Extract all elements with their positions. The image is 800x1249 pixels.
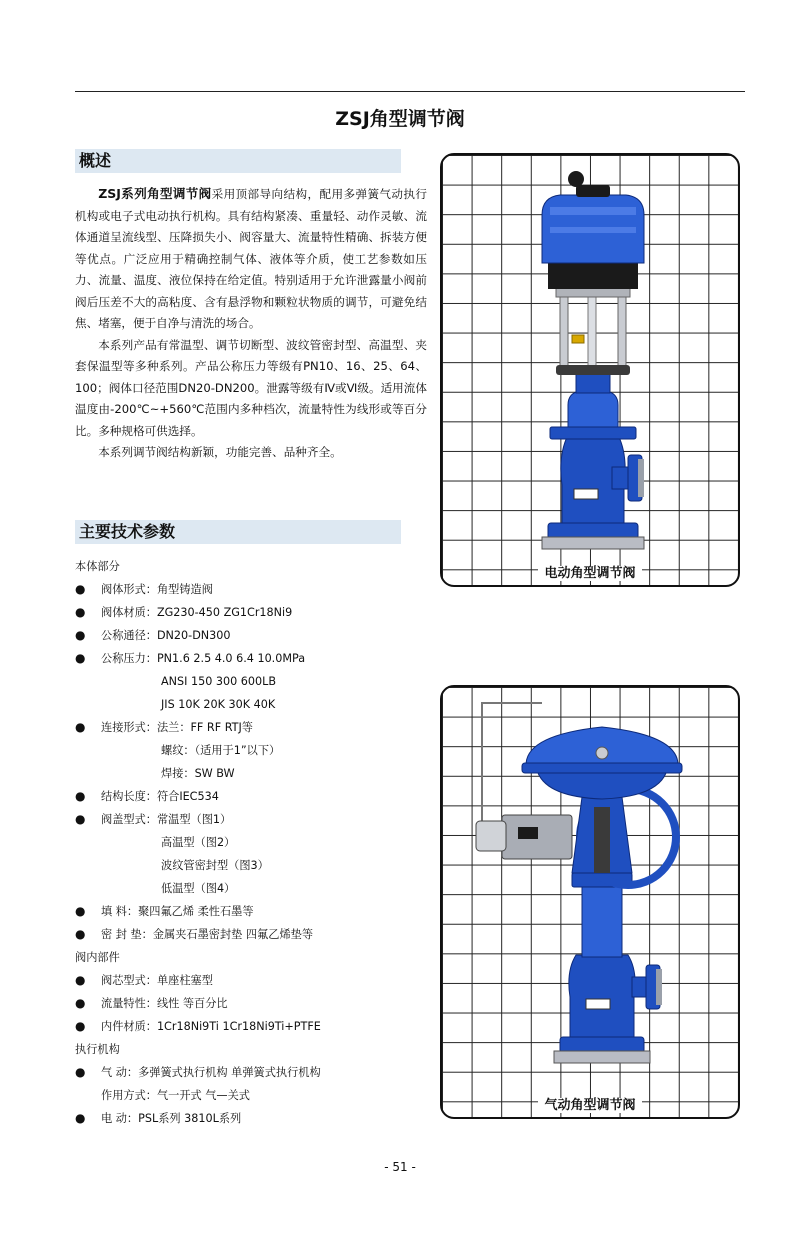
bullet-icon: ● (75, 904, 86, 918)
spec-row-text: 气 动：多弹簧式执行机构 单弹簧式执行机构 (101, 1066, 321, 1079)
overview-paragraph-3: 本系列调节阀结构新颖，功能完善、品种齐全。 (98, 445, 342, 459)
bullet-icon: ● (75, 628, 86, 642)
pneumatic-valve-illustration (442, 687, 738, 1117)
spec-row (75, 693, 435, 716)
spec-row (75, 992, 435, 1015)
spec-row (75, 785, 435, 808)
spec-row-text: 波纹管密封型（图3） (161, 859, 269, 872)
spec-row-text: 焊接：SW BW (161, 767, 235, 780)
overview-text (75, 183, 427, 464)
spec-row-text: 公称通径：DN20-DN300 (101, 629, 231, 642)
spec-row-text: 阀体材质：ZG230-450 ZG1Cr18Ni9 (101, 606, 293, 619)
overview-lead: ZSJ系列角型调节阀 (98, 186, 212, 201)
spec-row (75, 854, 435, 877)
spec-row (75, 647, 435, 670)
spec-row (75, 624, 435, 647)
top-rule (75, 91, 745, 92)
spec-row (75, 716, 435, 739)
spec-row-text: 阀芯型式：单座柱塞型 (101, 974, 213, 987)
spec-row (75, 578, 435, 601)
bullet-icon: ● (75, 1065, 86, 1079)
bullet-icon: ● (75, 927, 86, 941)
bullet-icon: ● (75, 973, 86, 987)
spec-row-text: 公称压力：PN1.6 2.5 4.0 6.4 10.0MPa (101, 652, 306, 665)
spec-row (75, 670, 435, 693)
spec-row-text: 作用方式：气一开式 气—关式 (101, 1089, 250, 1102)
spec-row (75, 1107, 435, 1130)
spec-row (75, 555, 435, 578)
spec-row-text: ANSI 150 300 600LB (161, 675, 277, 688)
spec-row (75, 923, 435, 946)
spec-row (75, 739, 435, 762)
spec-row-text: 本体部分 (75, 560, 120, 573)
spec-row-text: 连接形式：法兰：FF RF RTJ等 (101, 721, 253, 734)
spec-row (75, 762, 435, 785)
electric-valve-figure (440, 153, 740, 587)
spec-row (75, 1061, 435, 1084)
overview-heading: 概述 (75, 149, 401, 173)
bullet-icon: ● (75, 789, 86, 803)
electric-valve-illustration (442, 155, 738, 585)
bullet-icon: ● (75, 1111, 86, 1125)
overview-paragraph-2: 本系列产品有常温型、调节切断型、波纹管密封型、高温型、夹套保温型等多种系列。产品公称压力等级有PN10、16、25、64、100；阀体口径范围DN20-DN200。泄露等级有Ⅳ或Ⅵ级。适用流体温度由-200℃~+560℃范围内多种档次，流量特性为线形或等百分比。多种规格可供选择。 (75, 337, 427, 438)
pneumatic-valve-figure (440, 685, 740, 1119)
spec-row (75, 601, 435, 624)
spec-row-text: 内件材质：1Cr18Ni9Ti 1Cr18Ni9Ti+PTFE (101, 1020, 321, 1033)
bullet-icon: ● (75, 996, 86, 1010)
spec-row (75, 1038, 435, 1061)
spec-row-text: 电 动：PSL系列 3810L系列 (101, 1112, 242, 1125)
spec-row (75, 946, 435, 969)
spec-row-text: 低温型（图4） (161, 882, 236, 895)
pneumatic-valve-caption: 气动角型调节阀 (442, 1094, 738, 1113)
spec-row-text: 流量特性：线性 等百分比 (101, 997, 228, 1010)
spec-row-text: 填 料：聚四氟乙烯 柔性石墨等 (101, 905, 254, 918)
spec-row (75, 900, 435, 923)
spec-row (75, 1084, 435, 1107)
spec-row-text: 螺纹：（适用于1”以下） (161, 744, 281, 757)
bullet-icon: ● (75, 582, 86, 596)
bullet-icon: ● (75, 812, 86, 826)
spec-row (75, 969, 435, 992)
spec-row-text: 阀内部件 (75, 951, 120, 964)
spec-row-text: JIS 10K 20K 30K 40K (161, 698, 276, 711)
bullet-icon: ● (75, 1019, 86, 1033)
spec-row-text: 密 封 垫：金属夹石墨密封垫 四氟乙烯垫等 (101, 928, 314, 941)
page-title: ZSJ角型调节阀 (335, 108, 465, 130)
specs-heading: 主要技术参数 (75, 520, 401, 544)
spec-row-text: 阀盖型式：常温型（图1） (101, 813, 232, 826)
overview-paragraph-1 (75, 183, 427, 335)
spec-row (75, 808, 435, 831)
spec-row-text: 结构长度：符合IEC534 (101, 790, 219, 803)
spec-row-text: 高温型（图2） (161, 836, 236, 849)
bullet-icon: ● (75, 605, 86, 619)
spec-row-text: 执行机构 (75, 1043, 120, 1056)
overview-p1-rest: 采用顶部导向结构，配用多弹簧气动执行机构或电子式电动执行机构。具有结构紧凑、重量轻、动作灵敏、流体通道呈流线型、压降损失小、阀容量大、流量特性精确、拆装方便等优点。广泛应用于精确控制气体、液体等介质，使工艺参数如压力、流量、温度、液位保持在给定值。特别适用于允许泄露量小阀前阀后压差不大的高粘度、含有悬浮物和颗粒状物质的调节，可避免结焦、堵塞，便于自净与清洗的场合。 (75, 187, 427, 330)
spec-row (75, 877, 435, 900)
page-number: - 51 - (384, 1160, 416, 1174)
bullet-icon: ● (75, 651, 86, 665)
spec-row-text: 阀体形式：角型铸造阀 (101, 583, 213, 596)
spec-row (75, 1015, 435, 1038)
bullet-icon: ● (75, 720, 86, 734)
spec-row (75, 831, 435, 854)
specs-list (75, 555, 435, 1130)
electric-valve-caption: 电动角型调节阀 (442, 562, 738, 581)
